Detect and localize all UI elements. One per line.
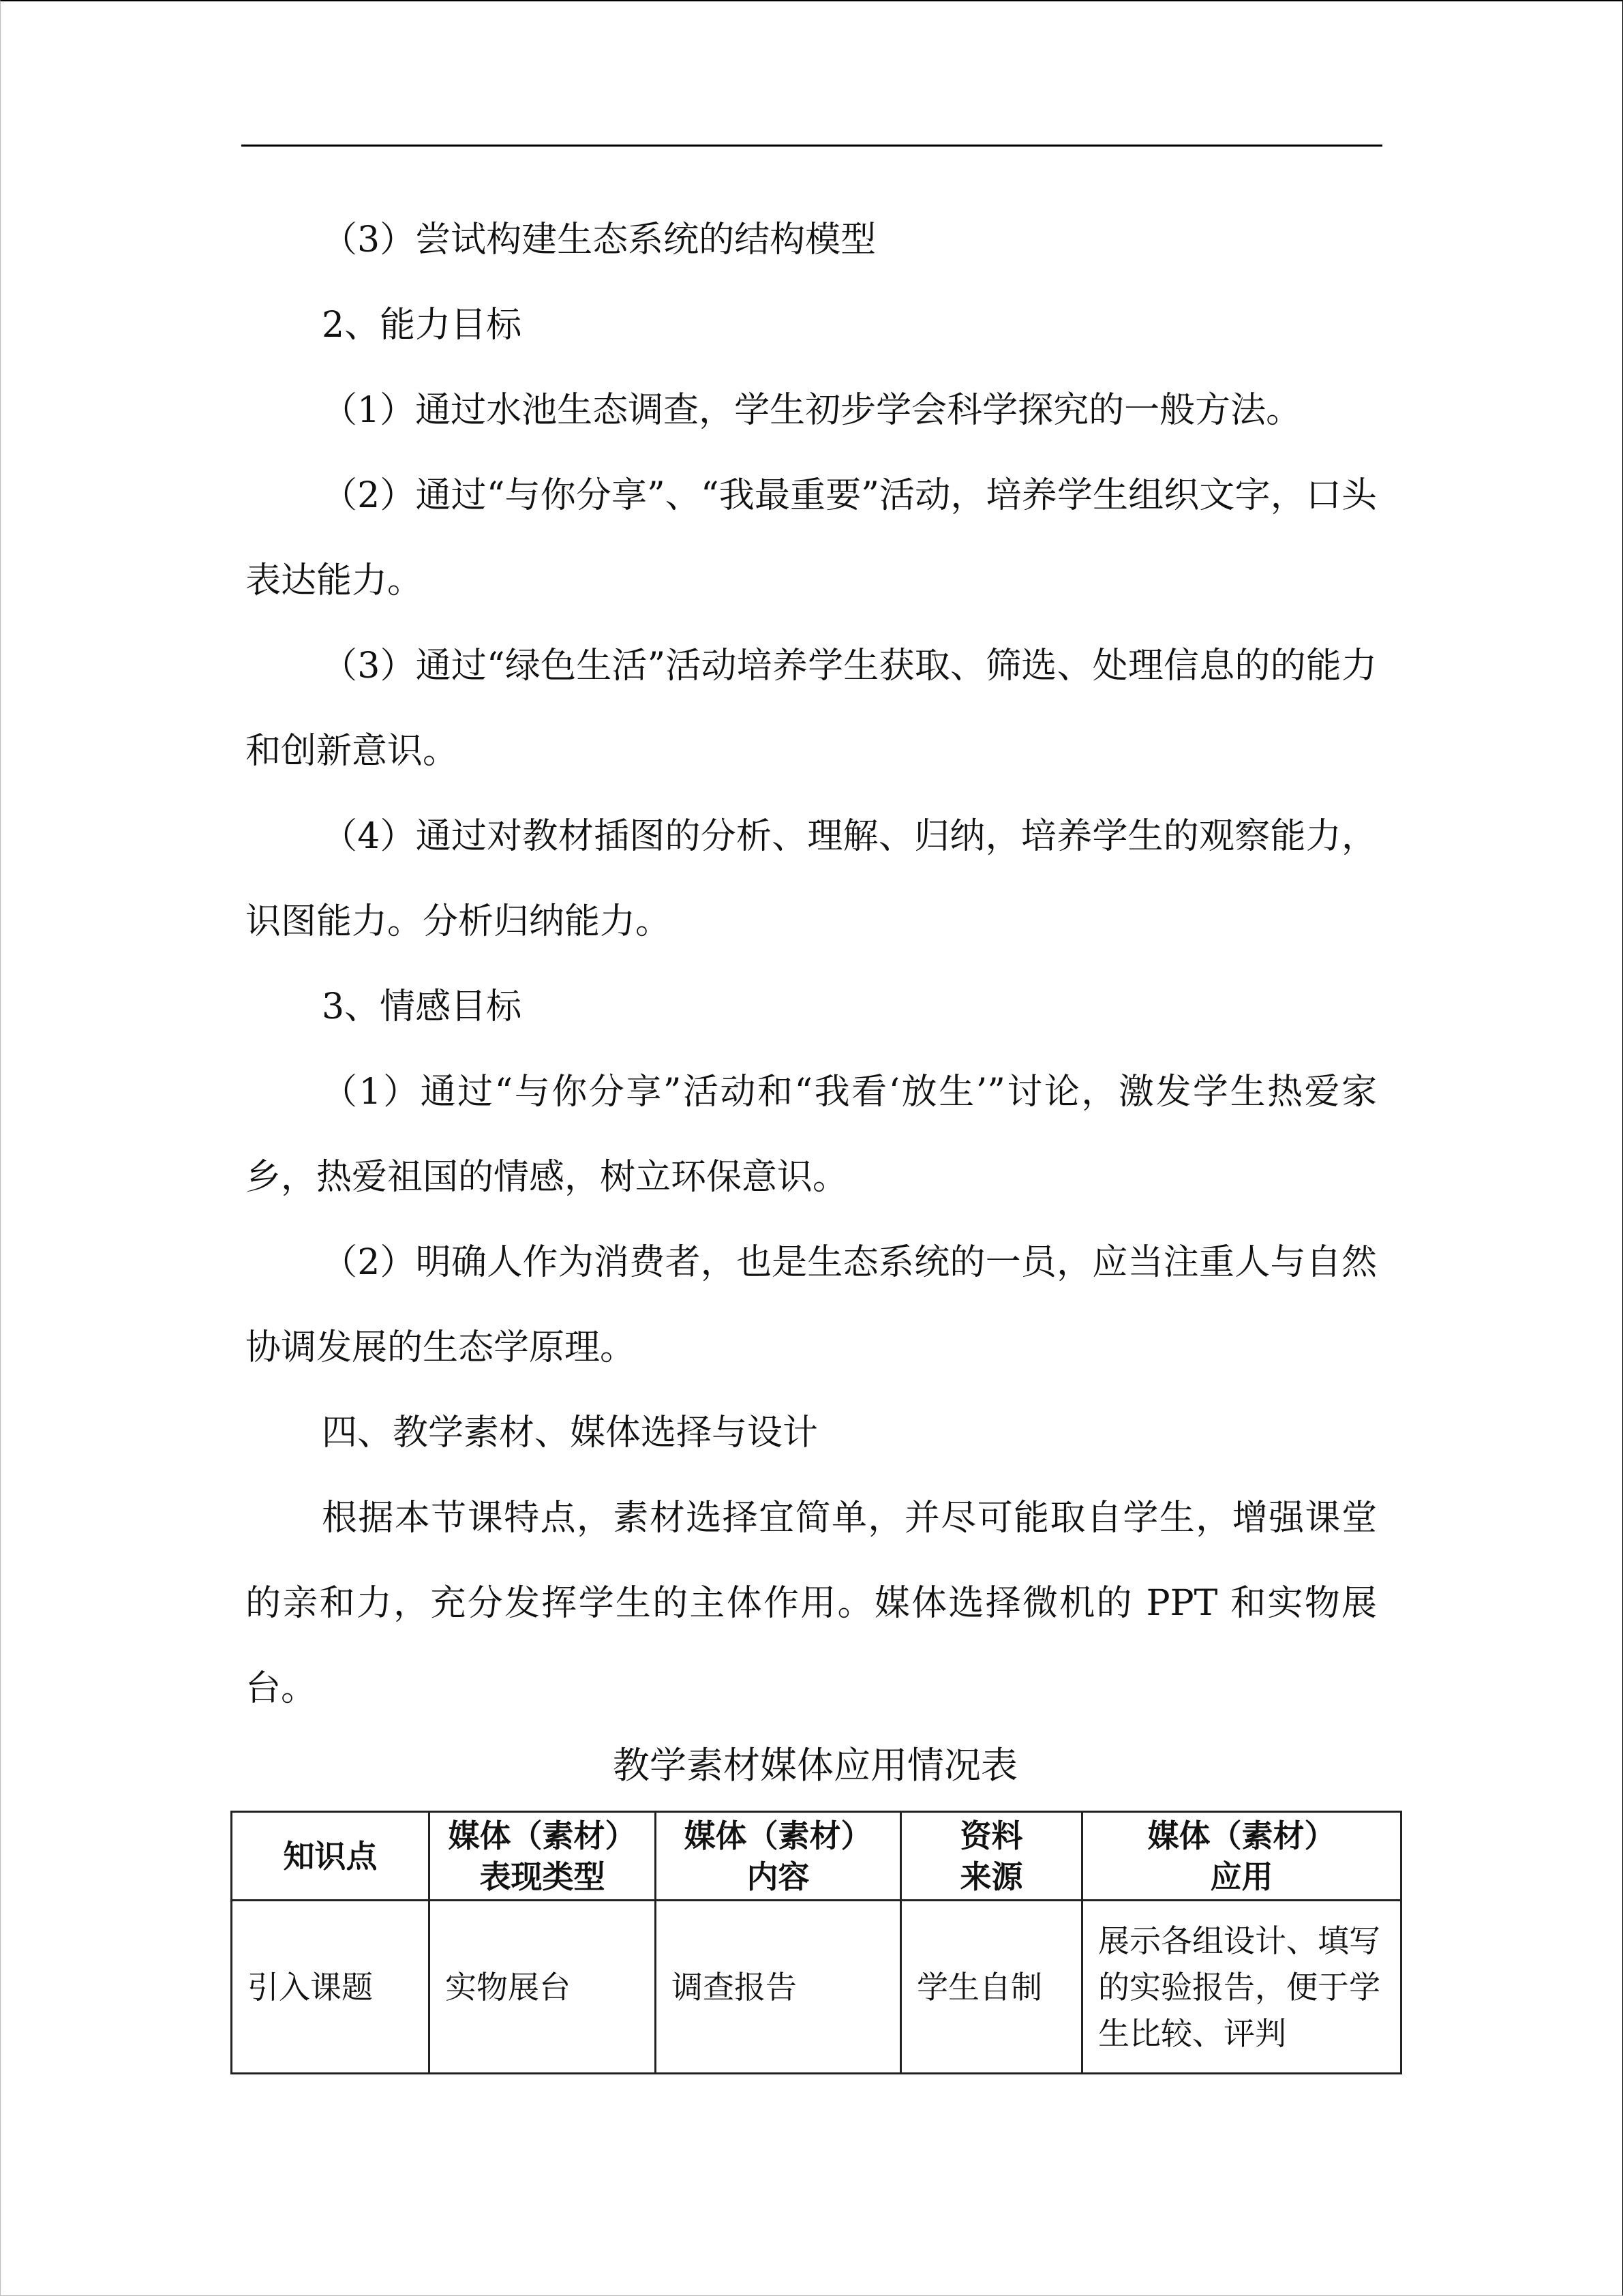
cell-application: 展示各组设计、填写的实验报告，便于学生比较、评判 — [1082, 1901, 1401, 2074]
cell-media-type: 实物展台 — [429, 1901, 656, 2074]
paragraph-ability-2: （2）通过“与你分享”、“我最重要”活动，培养学生组织文字，口头表达能力。 — [245, 475, 1377, 601]
heading-ability-goals: 2、能力目标 — [322, 305, 522, 346]
cell-source: 学生自制 — [901, 1901, 1082, 2074]
heading-media-design: 四、教学素材、媒体选择与设计 — [322, 1413, 819, 1453]
table-header-row — [232, 1812, 1401, 1901]
header-knowledge-point: 知识点 — [232, 1812, 429, 1901]
cell-knowledge-point: 引入课题 — [232, 1901, 429, 2074]
table-caption: 教学素材媒体应用情况表 — [613, 1744, 1018, 1787]
heading-emotion-goals: 3、情感目标 — [322, 986, 522, 1027]
header-rule — [241, 145, 1382, 147]
header-source: 资料 来源 — [901, 1812, 1082, 1901]
header-media-content: 媒体（素材） 内容 — [656, 1812, 901, 1901]
table-row — [232, 1901, 1401, 2074]
cell-media-content: 调查报告 — [656, 1901, 901, 2074]
paragraph-ability-1: （1）通过水池生态调查，学生初步学会科学探究的一般方法。 — [322, 390, 1302, 431]
header-application: 媒体（素材） 应用 — [1082, 1812, 1401, 1901]
paragraph-ability-3: （3）通过“绿色生活”活动培养学生获取、筛选、处理信息的的能力和创新意识。 — [245, 646, 1377, 772]
media-usage-table — [230, 1811, 1402, 2074]
header-media-type: 媒体（素材） 表现类型 — [429, 1812, 656, 1901]
paragraph-model-goal: （3）尝试构建生态系统的结构模型 — [322, 220, 877, 260]
paragraph-ability-4: （4）通过对教材插图的分析、理解、归纳，培养学生的观察能力，识图能力。分析归纳能力。 — [245, 816, 1377, 942]
paragraph-media-design: 根据本节课特点，素材选择宜简单，并尽可能取自学生，增强课堂的亲和力，充分发挥学生的主体作用。媒体选择微机的 PPT 和实物展台。 — [245, 1498, 1377, 1709]
paragraph-emotion-2: （2）明确人作为消费者，也是生态系统的一员，应当注重人与自然协调发展的生态学原理。 — [245, 1242, 1377, 1368]
paragraph-emotion-1: （1）通过“与你分享”活动和“我看‘放生’”讨论，激发学生热爱家乡，热爱祖国的情感，树立环保意识。 — [245, 1072, 1377, 1198]
